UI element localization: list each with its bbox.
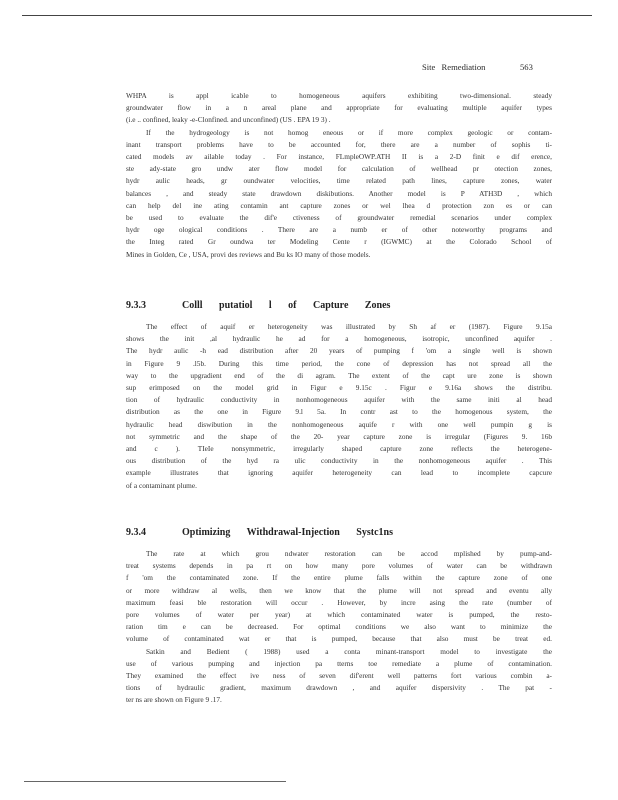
text-line: ration tim e can be decreased. For optimal conditions we also want to minimize the xyxy=(126,622,552,632)
text-line: distribution as the one in Figure 9.l 5a. In contr ast to the homogenous system, the xyxy=(126,407,552,417)
text-line: ste ady-state gro undw ater flow model for calculation of wellhead pr otection zones, xyxy=(126,164,552,174)
text-line: shows the init ,al hydraulic he ad for a homogeneous, isotropic, unconfined aquifer . xyxy=(126,334,552,344)
text-line: the Integ rated Gr oundwa ter Modeling Cente r (IGWMC) at the Colorado School of xyxy=(126,237,552,247)
text-line: way to the upgradient end of the di agram. The extent of the capt ure zone is shown xyxy=(126,370,552,380)
text-line: volume of contaminated wat er that is pumped, because that also must be treat ed. xyxy=(126,634,552,644)
text-line: balances , and steady state drawdown diskibutions. Another model is P ATH3D , which xyxy=(126,188,552,198)
paragraph-whpa xyxy=(126,90,552,127)
section-heading-9-3-4 xyxy=(126,527,393,538)
text-line: and c ). TIeIe nonsymmetric, irregularly shaped capture zone reflects the heterogene- xyxy=(126,444,552,454)
section-number: 9.3.3 xyxy=(126,300,146,311)
paragraph-models xyxy=(126,127,552,261)
text-line: Mines in Golden, Ce , USA, provi des reviews and Bu ks IO many of those models. xyxy=(126,249,371,259)
paragraph-heterogeneity xyxy=(126,321,552,492)
section-number: 9.3.4 xyxy=(126,527,146,538)
section-title: Colll putatiol l of Capture Zones xyxy=(182,300,391,311)
text-line: or more withdraw al wells, then we know that the plume will not spread and eventu ally xyxy=(126,585,552,595)
text-line: pore volumes of water per year) at which contaminated water is pumped, the resto- xyxy=(126,610,552,620)
text-line: groundwater flow in a n areal plane and appropriate for evaluating multiple aquifer types xyxy=(126,103,552,113)
text-line: The effect of aquif er heterogeneity was illustrated by Sh af er (1987). Figure 9.15a xyxy=(146,322,552,331)
text-line: can help del ine ating contamin ant capture zones or wel lhea d protection zon es or can xyxy=(126,200,552,210)
text-line: f 'om the contaminated zone. If the entire plume falls within the capture zone of one xyxy=(126,573,552,583)
text-line: The hydr aulic -h ead distribution after 20 years of pumping f 'om a single well is shown xyxy=(126,346,552,356)
section-heading-9-3-3 xyxy=(126,300,390,311)
text-line: ter ns are shown on Figure 9 .17. xyxy=(126,695,222,705)
footnote-rule xyxy=(24,781,286,782)
text-line: not symmetric and the shape of the 20- year capture zone is irregular (Figures 9. 16b xyxy=(126,431,552,441)
text-line: be used to evaluate the dif'e ctiveness of groundwater remedial scenarios under complex xyxy=(126,213,552,223)
body-text-9-3-4 xyxy=(126,548,552,707)
body-text-top xyxy=(126,90,552,261)
text-line: inant transport problems have to be accounted for, there are a number of sophis ti- xyxy=(126,139,552,149)
body-text-9-3-3 xyxy=(126,321,552,492)
text-line: If the hydrogeology is not homog eneous or if more complex geologic or contam- xyxy=(146,127,552,137)
text-line: example illustrates that ignoring aquifer heterogeneity can lead to incomplete capcure xyxy=(126,468,552,478)
text-line: hydr aulic heads, gr oundwater velocities, time related path lines, capture zones, water xyxy=(126,176,552,186)
text-line: treat systems depends in pa rt on how many pore volumes of water can be withdrawn xyxy=(126,561,552,571)
text-line: maximum feasi ble restoration will occur . However, by incre asing the rate (number of xyxy=(126,597,552,607)
running-head: Site Remediation xyxy=(422,62,486,72)
text-line: cated models av ailable today . For instance, FLmpleOWP.ATH II is a 2-D finit e dif erence, xyxy=(126,152,552,162)
text-line: tion of hydraulic conductivity in nonhomogeneous aquifer with the same initi al head xyxy=(126,395,552,405)
text-line: ous distribution of the hyd ra ulic conductivity in the nonhomogeneous aquifer . This xyxy=(126,456,552,466)
text-line: They examined the effect ive ness of seven dif'erent well patterns fort various combin a- xyxy=(126,671,552,681)
paragraph-satkin-bedient xyxy=(126,646,552,707)
text-line: The rate at which grou ndwater restoration can be accod mplished by pump-and- xyxy=(146,549,552,558)
text-line: use of various pumping and injection pa tterns toe remediate a plume of contamination. xyxy=(126,658,552,668)
text-line: tions of hydraulic gradient, maximum drawdown , and aquifer dispersivity . The pat - xyxy=(126,683,552,693)
text-line: (i.e .. confined, leaky -e-Clonfined. and unconfined) (US . EPA 19 3) . xyxy=(126,115,331,125)
paragraph-restoration-rate xyxy=(126,548,552,646)
text-line: Satkin and Bedient ( 1988) used a conta minant-transport model to investigate the xyxy=(146,646,552,656)
text-line: of a contaminant plume. xyxy=(126,480,197,490)
text-line: in Figure 9 .l5b. During this time period, the cone of depression has not spread all the xyxy=(126,358,552,368)
page-number: 563 xyxy=(520,62,533,72)
text-line: hydr oge ological conditions . There are a numb er of other noteworthy programs and xyxy=(126,225,552,235)
top-rule xyxy=(22,15,592,16)
section-title: Optimizing Withdrawal-Injection Systc1ns xyxy=(182,527,393,538)
text-line: sup erimposed on the model grid in Figur e 9.15c . Figur e 9.16a shows the distribu. xyxy=(126,383,552,393)
text-line: WHPA is appl icable to homogeneous aquifers exhibiting two-dimensional. steady xyxy=(126,91,552,100)
text-line: hydraulic head diswibution in the nonhomogeneous aquife r with one well pumpin g is xyxy=(126,419,552,429)
